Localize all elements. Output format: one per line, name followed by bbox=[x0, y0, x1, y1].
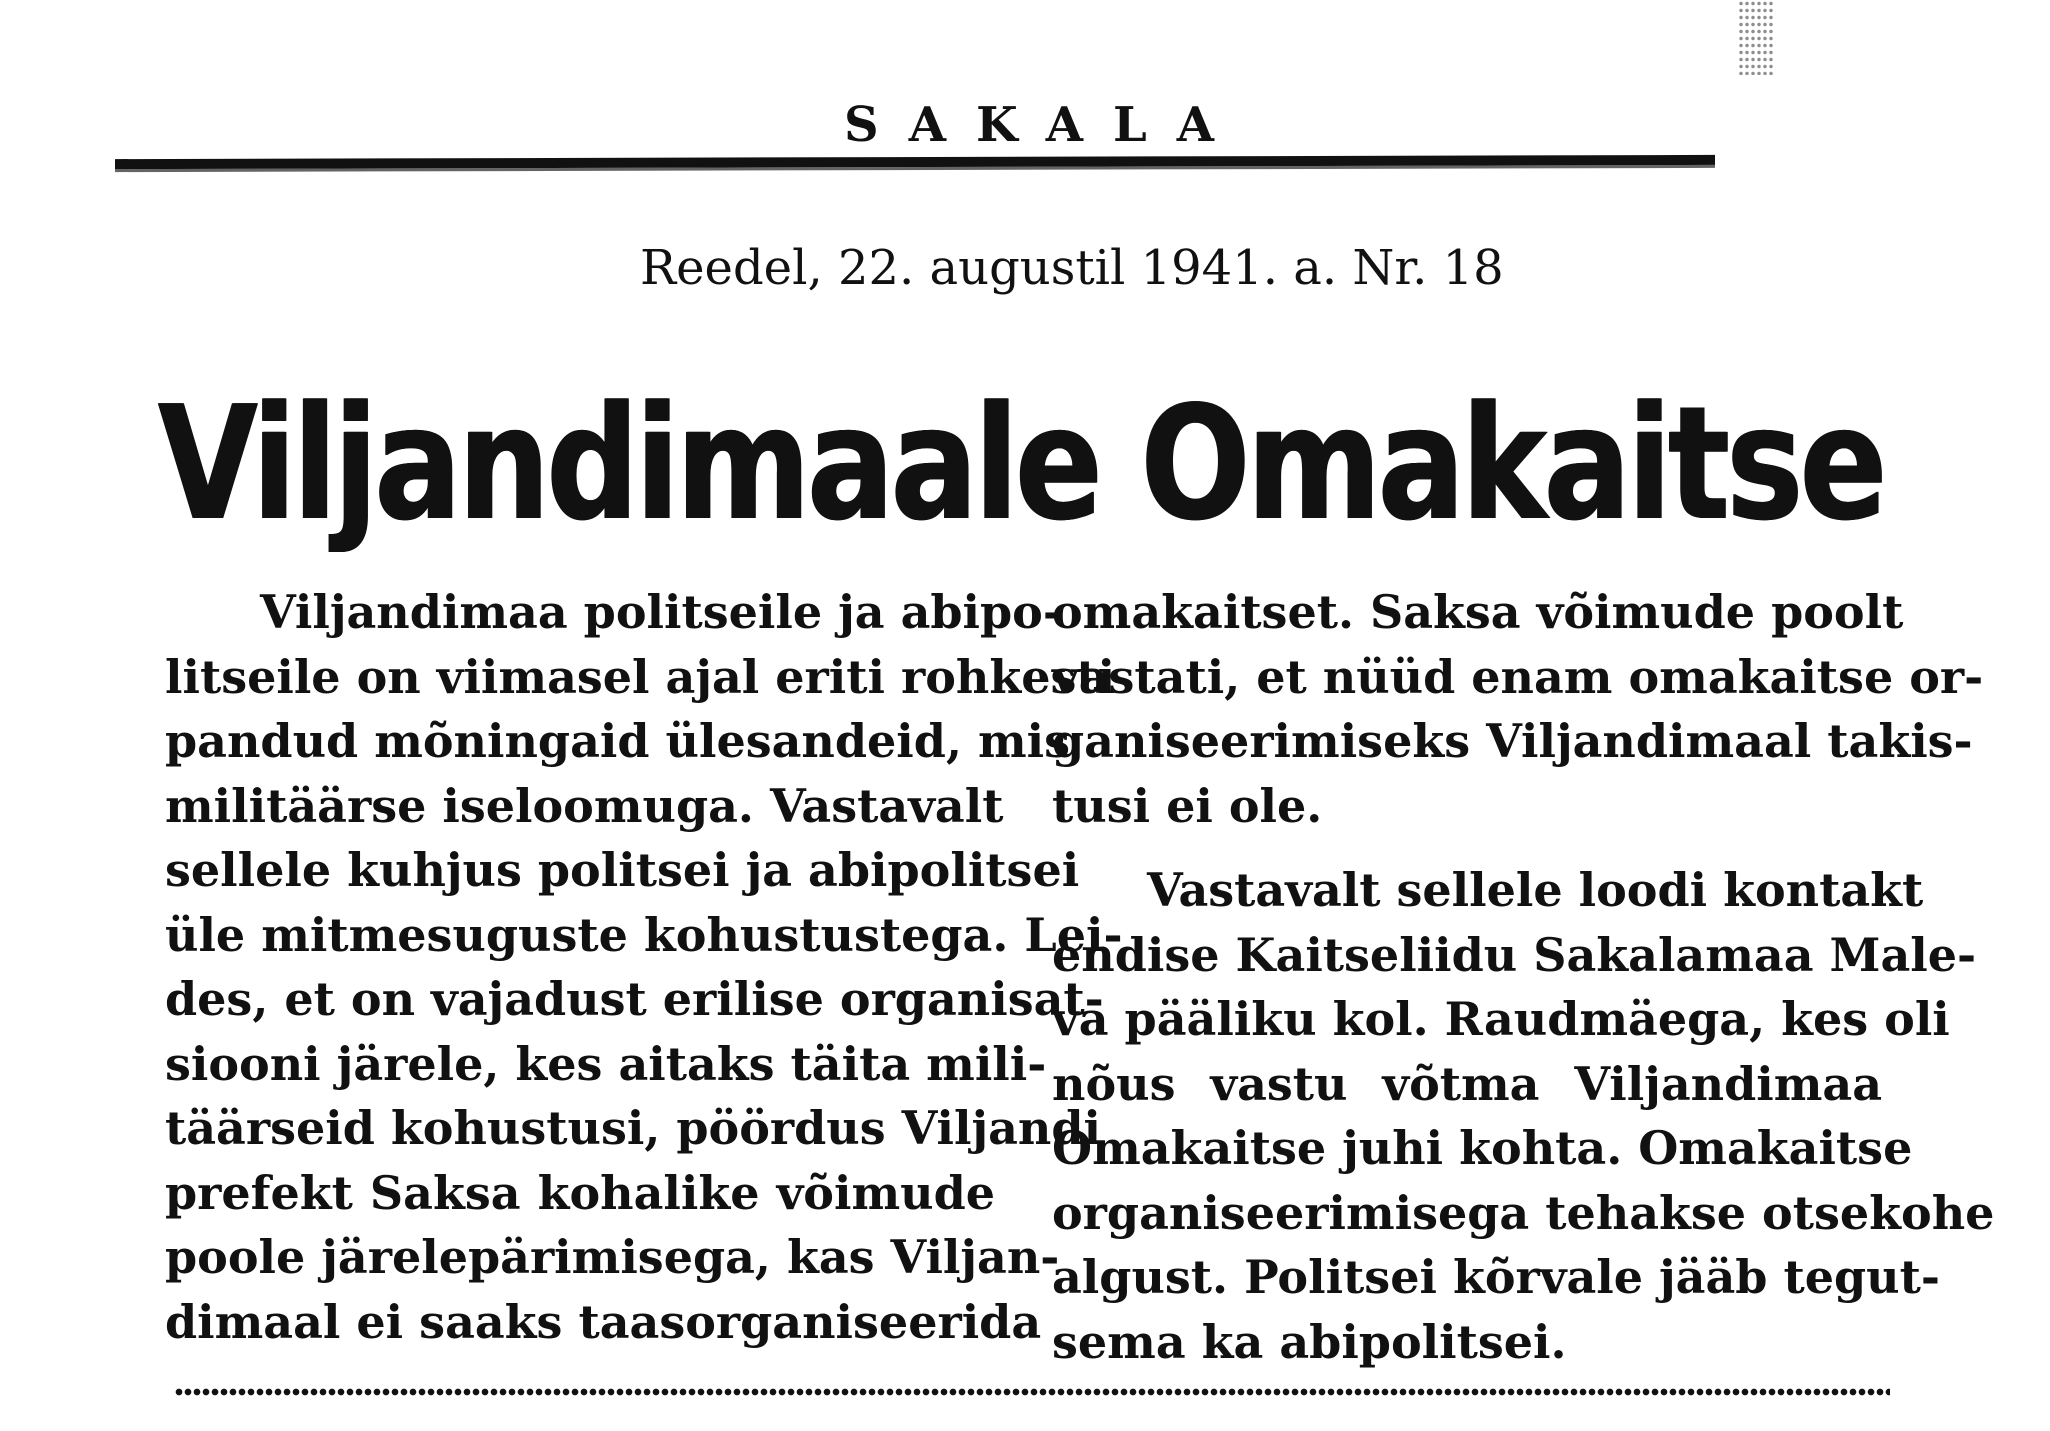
masthead-rule bbox=[115, 155, 1715, 169]
text-line: algust. Politsei kõrvale jääb tegut- bbox=[1052, 1250, 1940, 1304]
text-line: omakaitset. Saksa võimude poolt bbox=[1052, 585, 1904, 639]
article-headline: Viljandimaale Omakaitse bbox=[158, 373, 1884, 556]
text-line: litseile on viimasel ajal eriti rohkesti bbox=[165, 649, 1116, 704]
text-line: dimaal ei saaks taasorganiseerida bbox=[165, 1294, 1042, 1349]
text-line: poole järelepärimisega, kas Viljan- bbox=[165, 1230, 1060, 1284]
issue-date-line: Reedel, 22. augustil 1941. a. Nr. 18 bbox=[640, 240, 1504, 296]
text-line: Vastavalt sellele loodi kontakt bbox=[1147, 863, 1924, 917]
text-line: organiseerimisega tehakse otsekohe bbox=[1052, 1185, 1995, 1240]
text-line: des, et on vajadust erilise organisat- bbox=[165, 972, 1104, 1026]
wavy-bottom-rule bbox=[175, 1385, 1890, 1399]
text-line: sema ka abipolitsei. bbox=[1052, 1314, 1567, 1369]
paragraph-gap bbox=[1052, 838, 1882, 858]
newspaper-masthead: SAKALA bbox=[844, 97, 1244, 153]
text-line: Viljandimaa politseile ja abipo- bbox=[260, 585, 1062, 639]
article-column-left bbox=[165, 580, 1123, 1354]
text-line: ganiseerimiseks Viljandimaal takis- bbox=[1052, 714, 1973, 768]
text-line: tusi ei ole. bbox=[1052, 778, 1323, 833]
text-line: Omakaitse juhi kohta. Omakaitse bbox=[1052, 1121, 1913, 1175]
article-paragraph bbox=[1052, 580, 1984, 838]
print-noise bbox=[1738, 0, 1774, 75]
text-line: sellele kuhjus politsei ja abipolitsei bbox=[165, 843, 1080, 897]
text-line: va pääliku kol. Raudmäega, kes oli bbox=[1052, 992, 1950, 1046]
text-line: endise Kaitseliidu Sakalamaa Male- bbox=[1052, 927, 1977, 982]
text-line: pandud mõningaid ülesandeid, mis bbox=[165, 714, 1071, 768]
text-line: üle mitmesuguste kohustustega. Lei- bbox=[165, 907, 1123, 962]
article-paragraph bbox=[165, 580, 1123, 1354]
text-line: vastati, et nüüd enam omakaitse or- bbox=[1052, 649, 1984, 704]
article-column-right bbox=[1052, 580, 1995, 1374]
article-paragraph bbox=[1052, 858, 1995, 1374]
text-line: nõus vastu võtma Viljandimaa bbox=[1052, 1056, 1882, 1111]
text-line: täärseid kohustusi, pöördus Viljandi bbox=[165, 1101, 1101, 1155]
text-line: siooni järele, kes aitaks täita mili- bbox=[165, 1036, 1047, 1091]
text-line: militäärse iseloomuga. Vastavalt bbox=[165, 778, 1004, 833]
text-line: prefekt Saksa kohalike võimude bbox=[165, 1165, 995, 1220]
